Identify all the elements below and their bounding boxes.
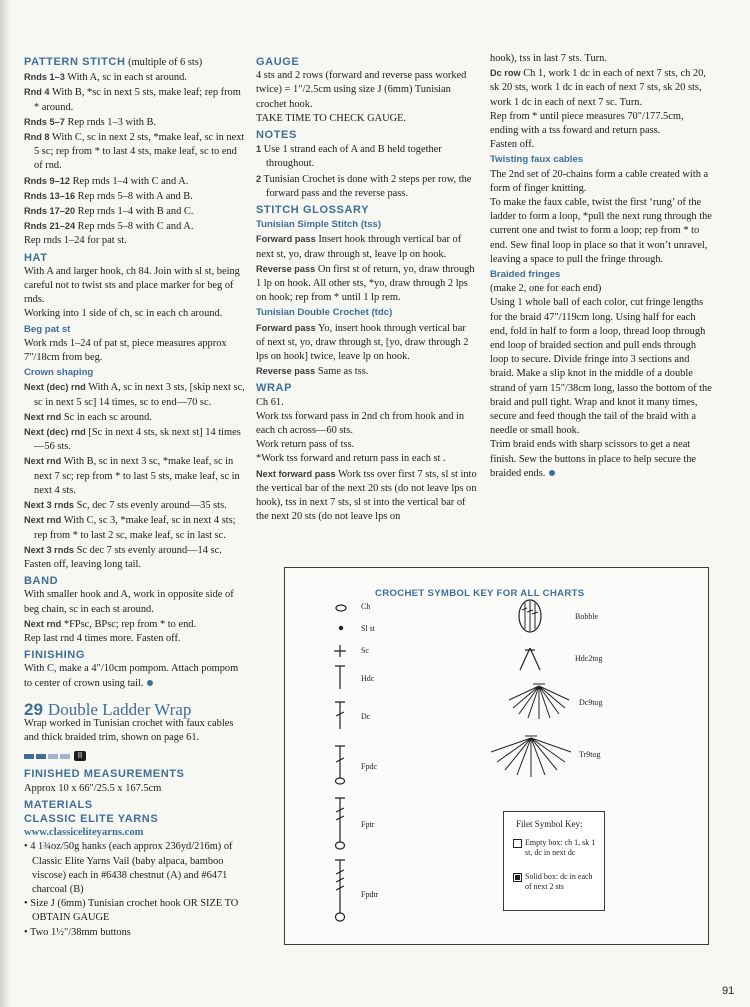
symbol-label: Hdc [361, 674, 375, 683]
column-left [24, 55, 246, 940]
skill-bar-icon [48, 754, 58, 759]
skill-level-badge: II [74, 751, 86, 761]
band-heading: BAND [24, 575, 59, 588]
yarn-brand: CLASSIC ELITE YARNS [24, 812, 159, 825]
filet-solid-text: Solid box: dc in each of next 2 sts [525, 872, 593, 891]
finished-measurements-text: Approx 10 x 66"/25.5 x 167.5cm [24, 782, 162, 794]
glossary-text: Reverse pass On first st of return, yo, draw through 1 lp on hook. All other sts, *yo, draw through 2 lps on hook; rep from * until 1 lp rem. [256, 263, 475, 304]
list-item: • Two 1½"/38mm buttons [24, 926, 131, 938]
crown-shaping-heading: Crown shaping [24, 367, 94, 379]
symbol-label: Sl st [361, 624, 376, 633]
skill-bar-icon [60, 754, 70, 759]
wrap-text: Rep from * until piece measures 70"/177.5cm, ending with a tss foward and return pass. [490, 110, 684, 137]
hat-text: Working into 1 side of ch, sc in each ch around. [24, 308, 223, 320]
wrap-text: Ch 61. [256, 396, 284, 408]
finished-measurements-heading: FINISHED MEASUREMENTS [24, 768, 185, 781]
wrap-text: Work tss forward pass in 2nd ch from hook and in each ch across—60 sts. [256, 410, 465, 437]
skill-level-indicator [24, 751, 246, 761]
column-right [490, 52, 712, 481]
front-post-dtr-symbol-icon [333, 858, 349, 924]
instruction-line: Rnds 9–12 Rep rnds 1–4 with C and A. [24, 175, 189, 187]
yarn-website-link[interactable]: www.classiceliteyarns.com [24, 827, 144, 839]
finishing-text: With C, make a 4"/10cm pompom. Attach pompom to center of crown using tail. [24, 663, 239, 689]
filet-empty-text: Empty box: ch 1, sk 1 st, dc in next dc [525, 838, 596, 857]
symbol-label: Tr9tog [579, 750, 601, 759]
wrap-text: Work return pass of tss. [256, 439, 355, 451]
beg-pat-heading: Beg pat st [24, 323, 71, 335]
instruction-line: Rnds 13–16 Rep rnds 5–8 with A and B. [24, 190, 193, 202]
note-item: 2 Tunisian Crochet is done with 2 steps per row, the forward pass and the reverse pass. [256, 173, 472, 199]
symbol-label: Dc [361, 712, 371, 721]
instruction-line: Fasten off, leaving long tail. [24, 558, 141, 570]
empty-box-icon [513, 839, 522, 848]
filet-symbol-key [503, 811, 605, 911]
gauge-text: TAKE TIME TO CHECK GAUGE. [256, 112, 407, 124]
gauge-heading: GAUGE [256, 56, 300, 68]
skill-bar-icon [36, 754, 46, 759]
instruction-line: Rnds 5–7 Rep rnds 1–3 with B. [24, 116, 157, 128]
symbol-key-title: CROCHET SYMBOL KEY FOR ALL CHARTS [375, 588, 585, 599]
double-crochet-symbol-icon [333, 700, 347, 730]
band-text: With smaller hook and A, work in opposite side of beg chain, sc in each st around. [24, 589, 234, 615]
braid-text: Trim braid ends with sharp scissors to get a neat finish. Sew the buttons in place to help secure the braided ends. [490, 439, 697, 479]
symbol-label: Fpdc [361, 762, 377, 771]
end-mark-icon [549, 470, 555, 476]
materials-list [24, 840, 246, 939]
stitch-glossary-heading: STITCH GLOSSARY [256, 204, 370, 217]
pattern-stitch-heading: PATTERN STITCH (multiple of 6 sts) [24, 56, 203, 68]
project-description: Wrap worked in Tunisian crochet with faux cables and thick braided trim, shown on page 61. [24, 717, 234, 744]
list-item: • 4 1¾oz/50g hanks (each approx 236yd/216m) of Classic Elite Yarns Vail (baby alpaca, bamboo viscose) each in #6438 chestnut (A) and #6471 charcoal (B) [24, 841, 233, 895]
wrap-text: hook), tss in last 7 sts. Turn. [490, 53, 607, 64]
end-mark-icon [147, 680, 153, 686]
instruction-line: Next (dec) rnd With A, sc in next 3 sts, [skip next sc, sc in next 5 sc] 14 times, sc to end—70 sc. [24, 382, 245, 408]
wrap-text: *Work tss forward and return pass in each st . [256, 453, 446, 465]
tr9tog-symbol-icon [489, 732, 573, 778]
solid-box-icon [513, 873, 522, 882]
instruction-line: Next rnd With C, sc 3, *make leaf, sc in next 4 sts; rep from * to last 2 sc, make leaf, sc in last sc. [24, 515, 236, 541]
symbol-label: Sc [361, 646, 369, 655]
gauge-text: 4 sts and 2 rows (forward and reverse pass worked twice) = 1"/2.5cm using size J (6mm) Tunisian crochet hook. [256, 70, 467, 110]
front-post-tr-symbol-icon [333, 796, 349, 852]
glossary-text: Forward pass Yo, insert hook through vertical bar of next st, yo, draw through st, [yo, draw through 2 lps on hook] twice, leave lp on hook. [256, 322, 469, 363]
band-text: Rep last rnd 4 times more. Fasten off. [24, 632, 181, 644]
filet-key-title: Filet Symbol Key: [516, 819, 583, 829]
finishing-heading: FINISHING [24, 649, 86, 662]
dc9tog-symbol-icon [507, 680, 571, 720]
wrap-heading: WRAP [256, 382, 293, 395]
tss-heading: Tunisian Simple Stitch (tss) [256, 219, 382, 231]
braided-fringes-heading: Braided fringes [490, 269, 561, 281]
materials-heading: MATERIALS [24, 798, 93, 811]
band-text: Next rnd *FPsc, BPsc; rep from * to end. [24, 618, 197, 630]
page-spine-shadow [0, 0, 10, 1007]
hdc2tog-symbol-icon [517, 646, 543, 672]
column-middle [256, 55, 477, 525]
symbol-label: Fptr [361, 820, 375, 829]
instruction-line: Next rnd Sc in each sc around. [24, 411, 152, 423]
wrap-text: Dc row Ch 1, work 1 dc in each of next 7 sts, ch 20, sk 20 sts, work 1 dc in each of next 7 sts, sk 20 sts, work 1 dc in each of next 7 sc. Turn. [490, 68, 706, 108]
skill-bar-icon [24, 754, 34, 759]
project-title [24, 699, 246, 719]
instruction-line: Next 3 rnds Sc dec 7 sts evenly around—14 sc. [24, 544, 222, 556]
bobble-symbol-icon [517, 598, 543, 634]
twisting-cables-heading: Twisting faux cables [490, 154, 584, 166]
half-double-crochet-symbol-icon [333, 664, 347, 690]
instruction-line: Next rnd With B, sc in next 3 sc, *make leaf, sc in next 7 sc; rep from * to last 5 sts, make leaf, sc in next 4 sts. [24, 456, 240, 496]
notes-heading: NOTES [256, 129, 297, 142]
instruction-line: Rnds 21–24 Rep rnds 5–8 with C and A. [24, 221, 194, 233]
instruction-line: Rnds 1–3 With A, sc in each st around. [24, 72, 187, 84]
project-number: 29 [24, 699, 43, 719]
hat-heading: HAT [24, 251, 48, 264]
glossary-text: Forward pass Insert hook through vertical bar of next st, yo, draw through st, leave lp on hook. [256, 234, 462, 260]
hat-text: With A and larger hook, ch 84. Join with sl st, being careful not to twist sts and place marker for beg of rnds. [24, 265, 240, 306]
list-item: • Size J (6mm) Tunisian crochet hook OR SIZE TO OBTAIN GAUGE [24, 898, 239, 924]
page-number: 91 [722, 985, 735, 997]
tdc-heading: Tunisian Double Crochet (tdc) [256, 307, 393, 319]
symbol-label: Dc9tog [579, 698, 603, 707]
braid-text: Using 1 whole ball of each color, cut fringe lengths for the braid 47"/119cm long. Using half for each end, fold in half to form a loop, thread loop through end loop of braided section and pull ends through loop to secure. Divide fringe into 3 sections and braid. Make a slip knot in the middle of a double strand of yarn 15"/38cm long, lasso the bottom of the braid and pull tight. Wrap and knot it many times, secure and feed though the tail of the braid with a needle or small hook. [490, 297, 712, 437]
crown-shaping-rounds [24, 380, 246, 572]
symbol-label: Bobble [575, 612, 599, 621]
instruction-line: Rnds 17–20 Rep rnds 1–4 with B and C. [24, 206, 194, 218]
instruction-line: Next (dec) rnd [Sc in next 4 sts, sk next st] 14 times—56 sts. [24, 427, 241, 453]
glossary-text: Reverse pass Same as tss. [256, 366, 369, 378]
wrap-text: Next forward pass Work tss over first 7 sts, sl st into the vertical bar of the next 20 sts (do not leave lps on hook), tss in next 7 sts, sl st into the vertical bar of the next 20 sts (do not leave lps on [256, 468, 477, 523]
chain-symbol-icon [333, 602, 349, 614]
pattern-stitch-rounds [24, 70, 246, 248]
symbol-label: Hdc2tog [575, 654, 603, 663]
instruction-line: Rep rnds 1–24 for pat st. [24, 235, 127, 247]
braid-text: (make 2, one for each end) [490, 283, 602, 295]
symbol-label: Ch [361, 602, 371, 611]
beg-pat-text: Work rnds 1–24 of pat st, piece measures approx 7"/18cm from beg. [24, 337, 227, 364]
slip-stitch-symbol-icon [337, 624, 345, 632]
single-crochet-symbol-icon [333, 644, 347, 658]
instruction-line: Rnd 4 With B, *sc in next 5 sts, make leaf; rep from * around. [24, 87, 241, 113]
symbol-label: Fpdtr [361, 890, 379, 899]
twisting-text: To make the faux cable, twist the first ‘rung’ of the ladder to form a loop, *pull the next rung through the current one and twist to form a loop; rep from * to end. Sew final loop in place so that it won’t unravel, leaving a space to pull the fringe through. [490, 197, 712, 265]
project-name: Double Ladder Wrap [47, 699, 192, 719]
note-item: 1 Use 1 strand each of A and B held together throughout. [256, 144, 442, 170]
wrap-text: Fasten off. [490, 139, 535, 151]
twisting-text: The 2nd set of 20-chains form a cable created with a form of finger knitting. [490, 168, 709, 194]
instruction-line: Next 3 rnds Sc, dec 7 sts evenly around—35 sts. [24, 500, 227, 512]
crochet-symbol-key [284, 567, 709, 945]
front-post-dc-symbol-icon [333, 744, 349, 786]
instruction-line: Rnd 8 With C, sc in next 2 sts, *make leaf, sc in next 5 sc; rep from * to last 4 sts, make leaf, sc to end of rnd. [24, 132, 245, 172]
